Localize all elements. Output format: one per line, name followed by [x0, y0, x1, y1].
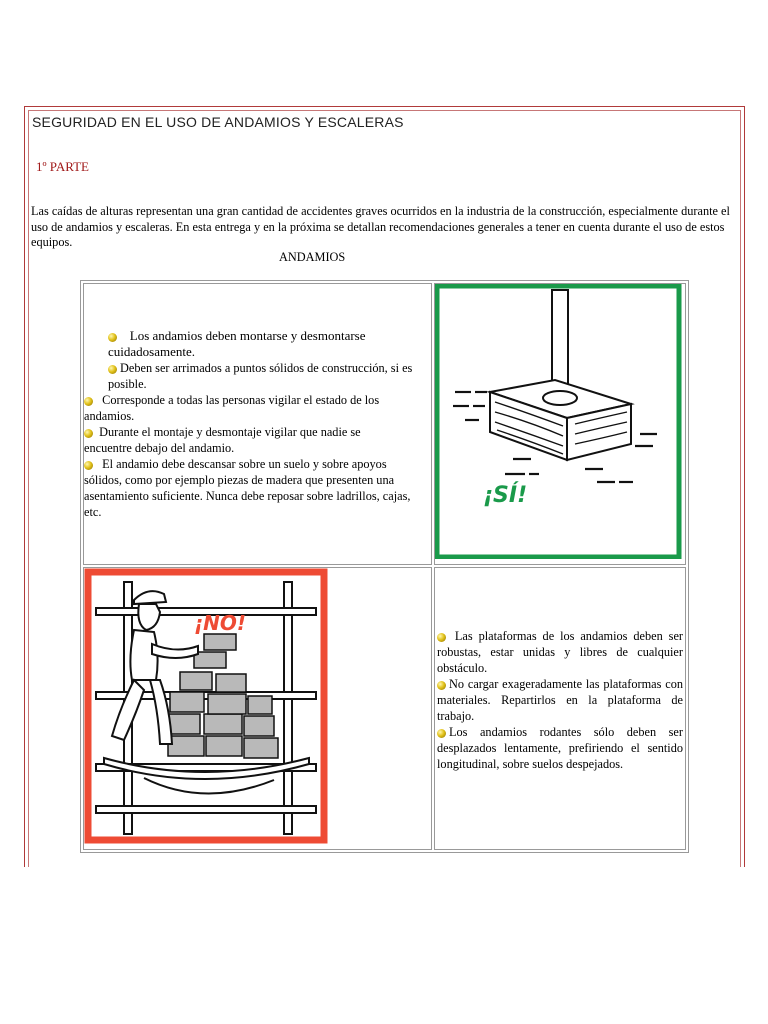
- bullet-icon: [84, 397, 93, 406]
- list-item: Deben ser arrimados a puntos sólidos de construcción, si es posible.: [108, 361, 413, 391]
- bullet-icon: [108, 333, 117, 342]
- cell-illustration-no: [83, 567, 432, 850]
- no-label: ¡NO!: [194, 611, 246, 635]
- intro-paragraph: Las caídas de alturas representan una gran cantidad de accidentes graves ocurridos en la industria de la construcción, especialmente durante el uso de andamios y escaleras. En esta entrega y en la próxima se detallan recomendaciones generales a tener en cuenta durante el uso de estos equipos.: [31, 204, 730, 249]
- scaffold-overload-no-illustration: [84, 568, 431, 844]
- cell-illustration-yes: [434, 283, 686, 565]
- andamios-table: [80, 280, 689, 853]
- bullet-icon: [437, 633, 446, 642]
- list-item: No cargar exageradamente las plataformas con materiales. Repartirlos en la plataforma de trabajo.: [437, 677, 683, 723]
- list-item: Los andamios deben montarse y desmontarse cuidadosamente.: [108, 328, 366, 359]
- section-heading: ANDAMIOS: [279, 250, 346, 264]
- bullet-icon: [84, 429, 93, 438]
- scaffold-base-yes-illustration: [435, 284, 685, 559]
- bullet-icon: [108, 365, 117, 374]
- list-item: Los andamios rodantes sólo deben ser desplazados lentamente, prefiriendo el sentido longitudinal, sobre suelos despejados.: [437, 725, 683, 771]
- bullet-icon: [437, 729, 446, 738]
- cell-recommendations-1: [83, 283, 432, 565]
- list-item: Las plataformas de los andamios deben ser robustas, estar unidas y libres de cualquier obstáculo.: [437, 629, 683, 675]
- bullet-icon: [437, 681, 446, 690]
- list-item: El andamio debe descansar sobre un suelo y sobre apoyos sólidos, como por ejemplo piezas de madera que presenten una asentamiento suficiente. Nunca debe reposar sobre ladrillos, cajas, etc.: [84, 457, 411, 519]
- page-title: SEGURIDAD EN EL USO DE ANDAMIOS Y ESCALERAS: [32, 114, 404, 130]
- list-item: Durante el montaje y desmontaje vigilar que nadie se encuentre debajo del andamio.: [84, 425, 361, 455]
- bullet-icon: [84, 461, 93, 470]
- cell-recommendations-2: [434, 567, 686, 850]
- list-item: Corresponde a todas las personas vigilar el estado de los andamios.: [84, 393, 380, 423]
- yes-label: ¡SÍ!: [483, 483, 528, 508]
- part-label: 1º PARTE: [36, 159, 89, 174]
